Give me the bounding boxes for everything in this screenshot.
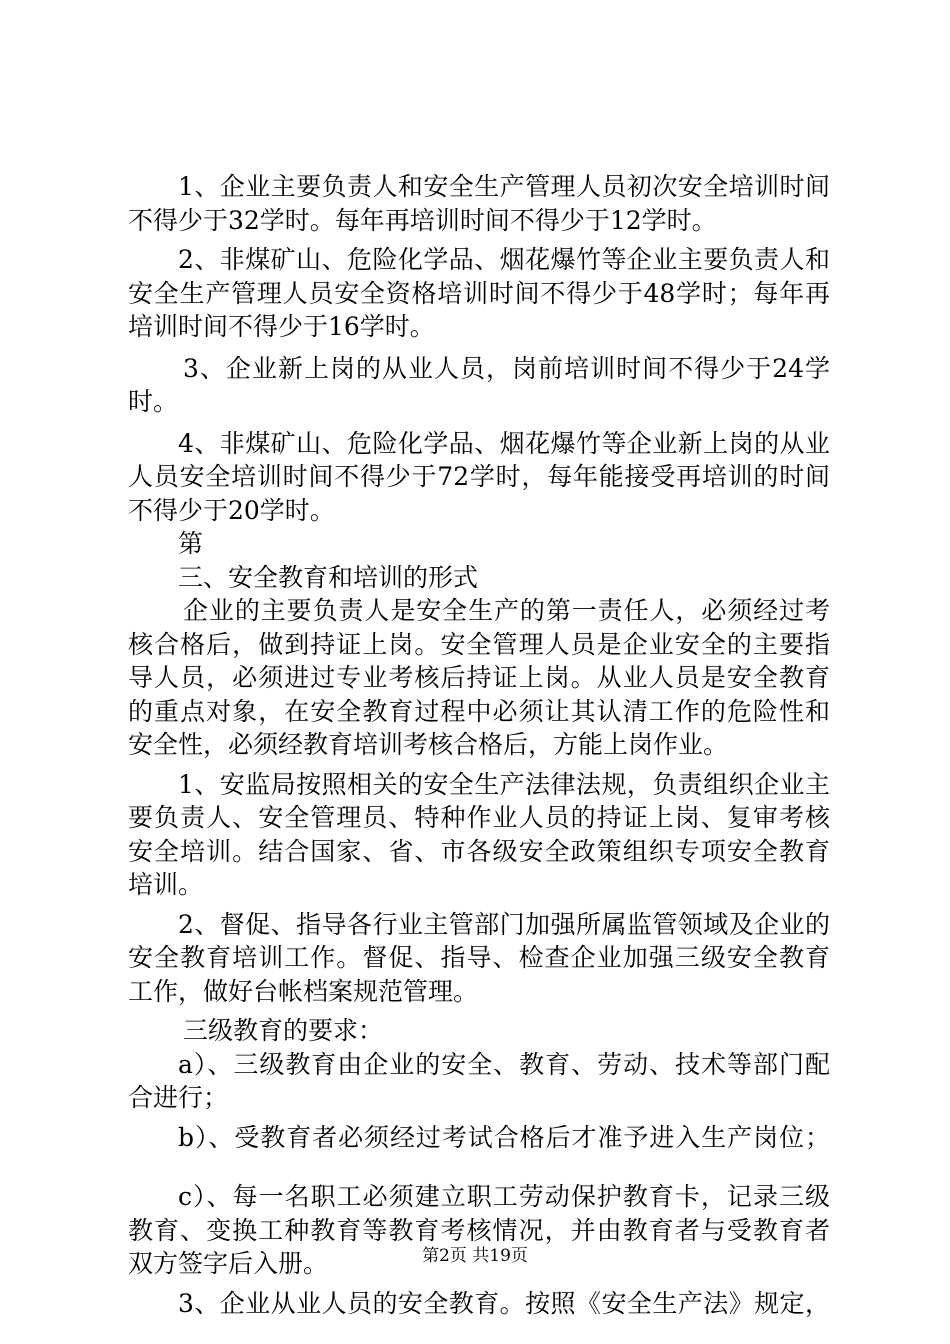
text-line: 培训时间不得少于16学时。 <box>128 312 435 341</box>
text-line: 双方签字后入册。 <box>128 1249 329 1278</box>
text-line: 三级教育的要求： <box>183 1016 384 1045</box>
text-line: 3、企业新上岗的从业人员，岗前培训时间不得少于24学 <box>183 353 830 383</box>
text-line: 安全教育培训工作。督促、指导、检查企业加强三级安全教育 <box>128 943 830 972</box>
text-line: 核合格后，做到持证上岗。安全管理人员是企业安全的主要指 <box>128 629 830 659</box>
document-body <box>128 170 830 1320</box>
text-line: a）、三级教育由企业的安全、教育、劳动、技术等部门配 <box>178 1049 830 1079</box>
text-line: 导人员，必须进过专业考核后持证上岗。从业人员是安全教育 <box>128 663 830 692</box>
text-line: 不得少于20学时。 <box>128 495 335 525</box>
text-line: 第 <box>178 529 204 558</box>
text-line: 教育、变换工种教育等教育考核情况，并由教育者与受教育者 <box>128 1215 830 1245</box>
text-line: 时。 <box>128 387 179 416</box>
text-line: 2、非煤矿山、危险化学品、烟花爆竹等企业主要负责人和 <box>178 245 830 274</box>
text-line: 3、企业从业人员的安全教育。按照《安全生产法》规定， <box>178 1288 830 1318</box>
text-line: 4、非煤矿山、危险化学品、烟花爆竹等企业新上岗的从业 <box>178 428 830 458</box>
text-line: 安全培训。结合国家、省、市各级安全政策组织专项安全教育 <box>128 836 830 866</box>
text-line: 的重点对象，在安全教育过程中必须让其认清工作的危险性和 <box>128 696 830 726</box>
text-line: 工作，做好台帐档案规范管理。 <box>128 976 479 1006</box>
section-heading: 三、安全教育和培训的形式 <box>178 562 479 592</box>
text-line: 培训。 <box>128 870 204 899</box>
text-line: 人员安全培训时间不得少于72学时，每年能接受再培训的时间 <box>128 462 830 491</box>
text-line: 1、企业主要负责人和安全生产管理人员初次安全培训时间 <box>178 172 830 201</box>
text-line: 安全生产管理人员安全资格培训时间不得少于48学时；每年再 <box>128 278 830 308</box>
text-line: 要负责人、安全管理员、特种作业人员的持证上岗、复审考核 <box>128 803 830 832</box>
text-line: 企业的主要负责人是安全生产的第一责任人，必须经过考 <box>183 596 830 625</box>
text-line: 1、安监局按照相关的安全生产法律法规，负责组织企业主 <box>178 769 830 799</box>
text-line: 安全性，必须经教育培训考核合格后，方能上岗作业。 <box>128 730 729 759</box>
page-number-footer: 第2页 共19页 <box>422 1246 528 1266</box>
text-line: 合进行； <box>128 1083 229 1112</box>
text-line: c）、每一名职工必须建立职工劳动保护教育卡，记录三级 <box>178 1182 830 1211</box>
text-line: 不得少于32学时。每年再培训时间不得少于12学时。 <box>128 205 717 235</box>
text-line: b）、受教育者必须经过考试合格后才准予进入生产岗位； <box>178 1122 830 1152</box>
text-line: 2、督促、指导各行业主管部门加强所属监管领域及企业的 <box>178 909 830 939</box>
